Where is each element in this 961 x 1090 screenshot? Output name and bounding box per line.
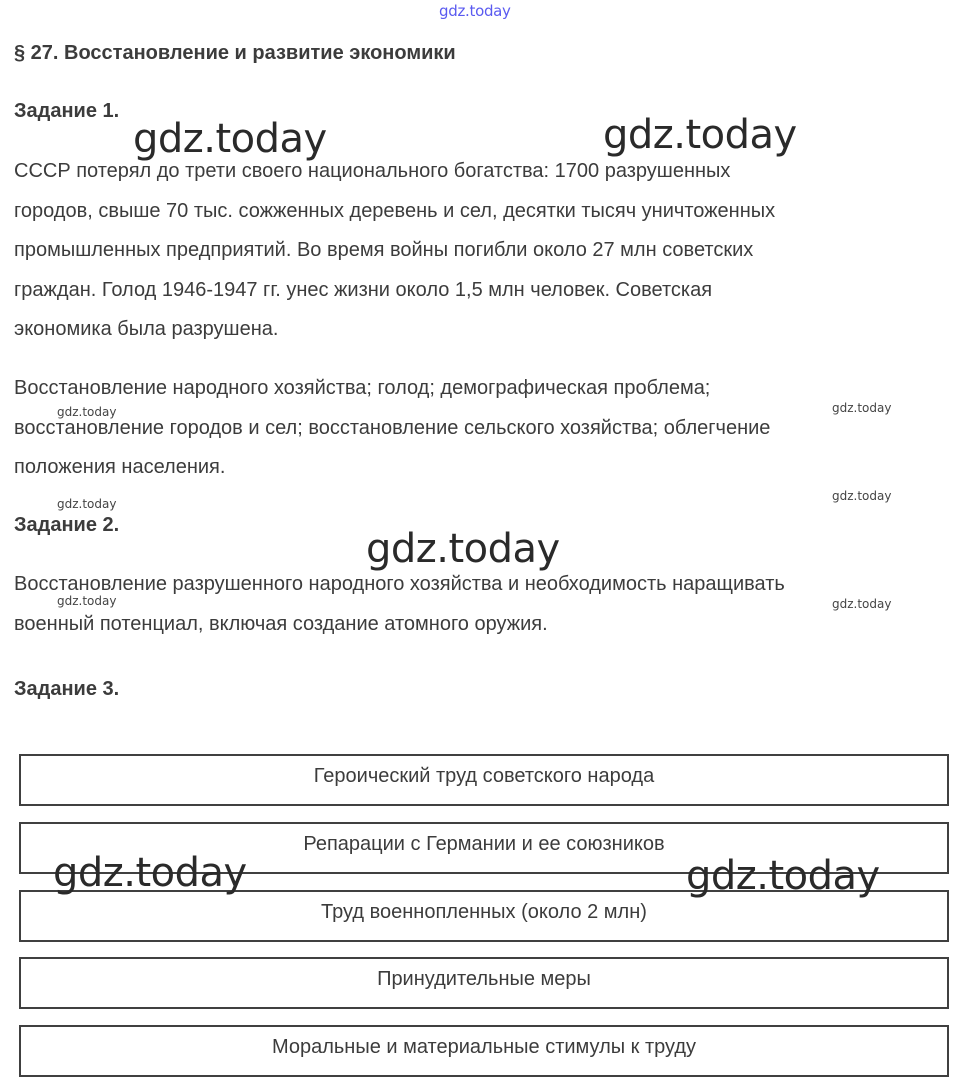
task3-heading: Задание 3.: [14, 678, 120, 700]
task1-heading: Задание 1.: [14, 100, 120, 122]
text-line: положения населения.: [14, 456, 226, 478]
site-watermark-top: gdz.today: [439, 2, 511, 20]
answer-box: Репарации с Германии и ее союзников: [19, 822, 949, 874]
section-title: § 27. Восстановление и развитие экономики: [14, 42, 456, 64]
text-line: промышленных предприятий. Во время войны погибли около 27 млн советских: [14, 239, 754, 261]
answer-box: Труд военнопленных (около 2 млн): [19, 890, 949, 942]
watermark: gdz.today: [133, 116, 327, 162]
watermark: gdz.today: [53, 850, 247, 896]
text-line: СССР потерял до трети своего национального богатства: 1700 разрушенных: [14, 160, 731, 182]
task1-paragraph-2: [14, 369, 914, 488]
watermark-small: gdz.today: [832, 401, 892, 415]
text-line: городов, свыше 70 тыс. сожженных деревень и сел, десятки тысяч уничтоженных: [14, 199, 776, 222]
watermark-small: gdz.today: [832, 597, 892, 611]
text-line: военный потенциал, включая создание атомного оружия.: [14, 612, 548, 635]
watermark: gdz.today: [603, 112, 797, 158]
text-line: Восстановление разрушенного народного хозяйства и необходимость наращивать: [14, 573, 785, 595]
text-line: экономика была разрушена.: [14, 318, 279, 340]
task1-paragraph-1: [14, 152, 914, 350]
task2-paragraph: [14, 565, 914, 644]
answer-box: Принудительные меры: [19, 957, 949, 1009]
watermark-small: gdz.today: [57, 594, 117, 608]
text-line: граждан. Голод 1946-1947 гг. унес жизни около 1,5 млн человек. Советская: [14, 278, 713, 301]
task2-heading: Задание 2.: [14, 514, 120, 536]
answer-box: Героический труд советского народа: [19, 754, 949, 806]
watermark: gdz.today: [686, 853, 880, 899]
answer-box: Моральные и материальные стимулы к труду: [19, 1025, 949, 1077]
watermark: gdz.today: [366, 526, 560, 572]
text-line: восстановление городов и сел; восстановление сельского хозяйства; облегчение: [14, 416, 771, 439]
watermark-small: gdz.today: [57, 405, 117, 419]
watermark-small: gdz.today: [57, 497, 117, 511]
watermark-small: gdz.today: [832, 489, 892, 503]
text-line: Восстановление народного хозяйства; голод; демографическая проблема;: [14, 377, 711, 399]
